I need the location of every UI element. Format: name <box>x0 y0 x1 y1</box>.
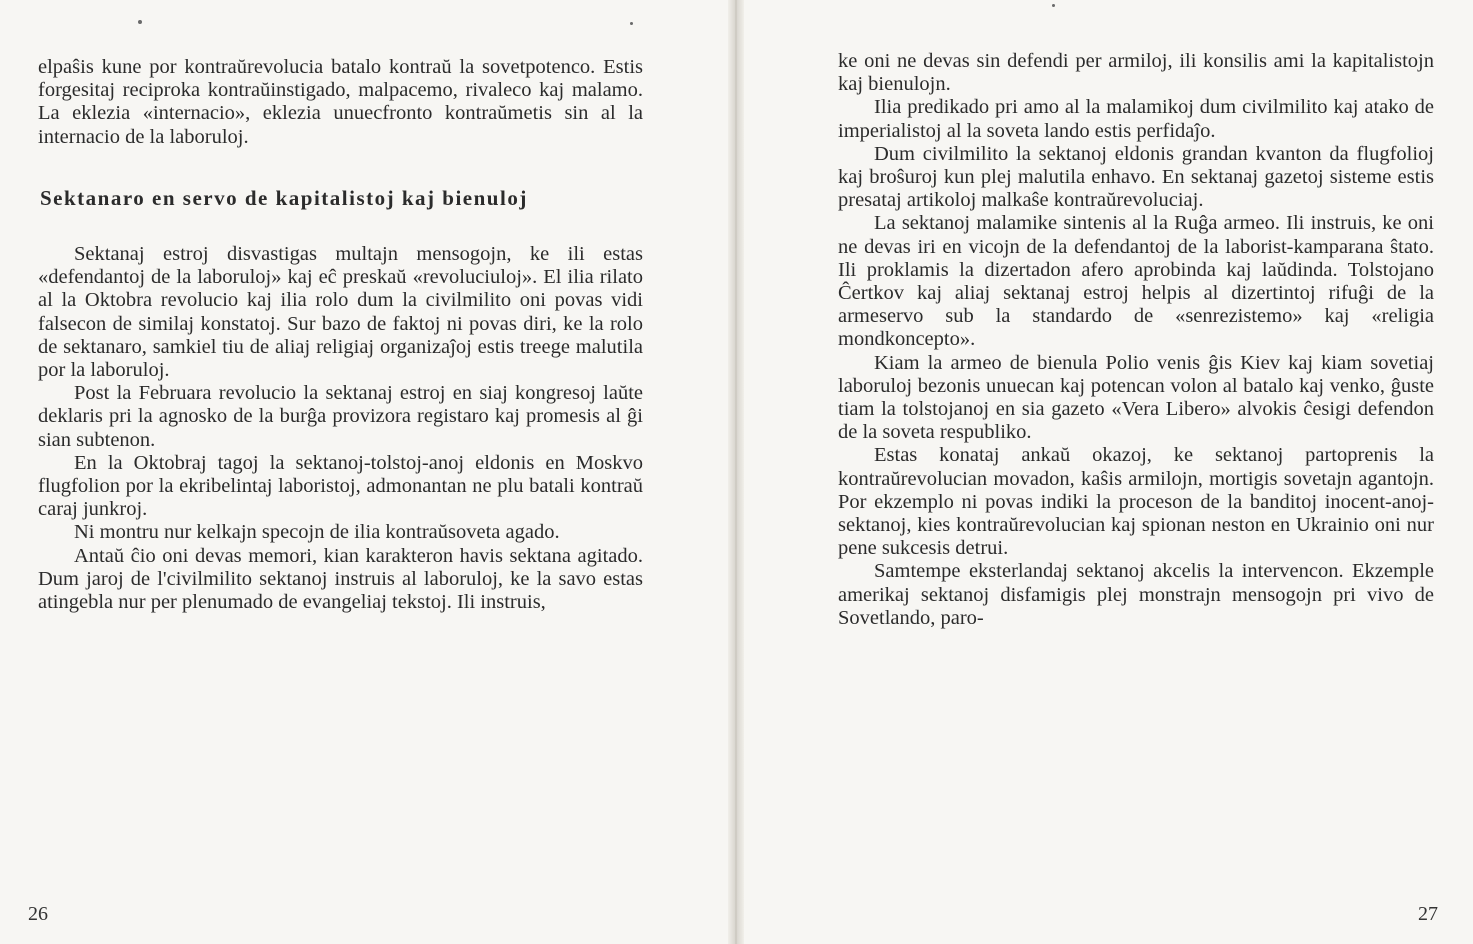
left-paragraph-2: Post la Februara revolucio la sektanaj estroj en siaj kongresoj laŭte deklaris pri la agnosko de la burĝa provizora registaro kaj promesis al ĝi sian subtenon. <box>38 382 643 451</box>
right-paragraph-7: Samtempe eksterlandaj sektanoj akcelis la intervencon. Ekzemple amerikaj sektanoj disfamigis plej monstrajn mensogojn pri vivo de Sovetlando, paro- <box>838 560 1434 629</box>
left-paragraph-4: Ni montru nur kelkajn specojn de ilia kontraŭsoveta agado. <box>74 521 560 544</box>
right-paragraph-3: Dum civilmilito la sektanoj eldonis grandan kvanton da flugfolioj kaj broŝuroj kun plej malutila enhavo. En sektanaj gazetoj sisteme estis presataj artikoloj malkaŝe kontraŭrevoluciaj. <box>838 142 1434 212</box>
right-paragraph-5: Kiam la armeo de bienula Polio venis ĝis Kiev kaj kiam sovetiaj laboruloj bezonis unuecan kaj potencan volon al batalo kaj venko, ĝuste tiam la tolstojanoj en sia gazeto «Vera Libero» alvokis ĉesigi defendon de la soveta respubliko. <box>838 351 1434 444</box>
left-intro-paragraph: elpaŝis kune por kontraŭrevolucia batalo kontraŭ la sovetpotenco. Estis forgesitaj reciproka kontraŭinstigado, malpacemo, rivaleco kaj malamo. La eklezia «internacio», eklezia unuecfronto kontraŭmetis sin al la internacio de la laboruloj. <box>38 56 643 148</box>
right-paragraph-2: Ilia predikado pri amo al la malamikoj dum civilmilito kaj atako de imperialistoj al la soveta lando estis perfidaĵo. <box>838 96 1434 142</box>
left-page <box>0 0 730 944</box>
ink-speck <box>138 20 142 24</box>
right-paragraph-4: La sektanoj malamike sintenis al la Ruĝa armeo. Ili instruis, ke oni ne devas iri en vicojn de la defendantoj de la laborist-kamparana ŝtato. Ili proklamis la dizertadon afero aprobinda kaj laŭdinda. Tolstojano Ĉertkov kaj aliaj sektanaj estroj helpis al dizertintoj rifuĝi de la armeservo sub la standardo de «senrezistemo» kaj «religia mondkoncepto». <box>838 212 1434 351</box>
right-paragraph-1: ke oni ne devas sin defendi per armiloj, ili konsilis ami la kapitalistojn kaj bienulojn. <box>838 50 1434 96</box>
ink-speck <box>630 22 633 25</box>
page-number-right: 27 <box>1418 903 1438 925</box>
section-heading: Sektanaro en servo de kapitalistoj kaj bienuloj <box>40 185 528 210</box>
left-paragraph-1: Sektanaj estroj disvastigas multajn mensogojn, ke ili estas «defendantoj de la laboruloj» kaj eĉ preskaŭ «revoluciuloj». El ilia rilato al la Oktobra revolucio kaj ilia rolo dum la civilmilito oni povas vidi falsecon de similaj konstatoj. Sur bazo de faktoj ni povas diri, ke la rolo de sektanaro, samkiel tiu de aliaj religiaj organizaĵoj estis treege malutila por la laboruloj. <box>38 243 643 382</box>
page-number-left: 26 <box>28 903 48 925</box>
left-paragraph-5: Antaŭ ĉio oni devas memori, kian karakteron havis sektana agitado. Dum jaroj de l'civilmilito sektanoj instruis al laboruloj, ke la savo estas atingebla nur per plenumado de evangeliaj tekstoj. Ili instruis, <box>38 544 643 614</box>
left-paragraph-3: En la Oktobraj tagoj la sektanoj-tolstoj-anoj eldonis en Moskvo flugfolion por la ekribelintaj laboristoj, admonantan ne plu batali kontraŭ caraj junkroj. <box>38 451 643 521</box>
right-text-block <box>838 50 1434 630</box>
ink-speck <box>1052 4 1055 7</box>
right-page <box>742 0 1473 944</box>
left-text-block <box>38 56 643 614</box>
right-paragraph-6: Estas konataj ankaŭ okazoj, ke sektanoj partoprenis la kontraŭrevolucian movadon, kaŝis armilojn, mortigis sovetajn agantojn. Por ekzemplo ni povas indiki la proceson de la banditoj inocent-anoj-sektanoj, kies kontraŭrevolucian kaj spionan neston en Ukrainio oni nur pene sukcesis detrui. <box>838 444 1434 560</box>
